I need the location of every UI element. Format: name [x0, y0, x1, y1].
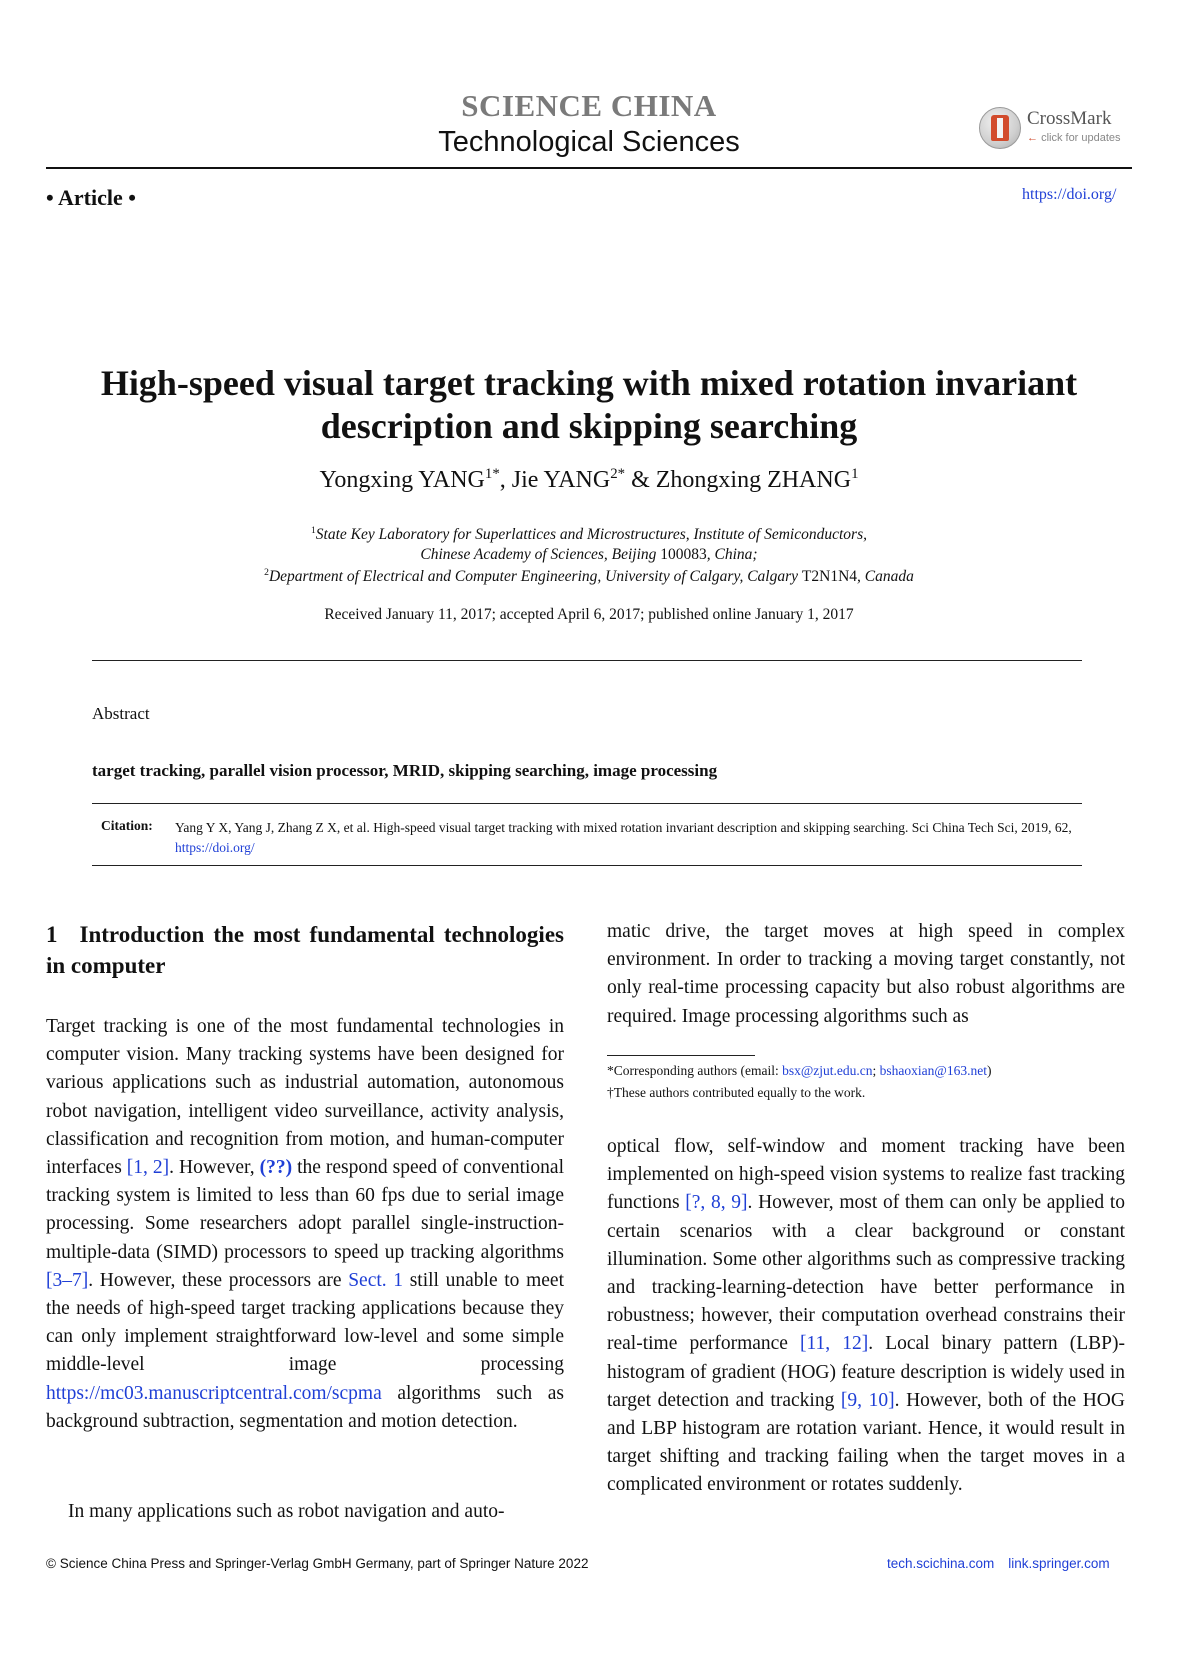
section-link[interactable]: Sect. 1: [348, 1269, 404, 1291]
author-name: Zhongxing ZHANG: [655, 467, 852, 493]
footnote-equal-contribution: †These authors contributed equally to the work.: [607, 1085, 866, 1100]
citation-body: Yang Y X, Yang J, Zhang Z X, et al. High-speed visual target tracking with mixed rotation invariant description and skipping searching. Sci China Tech Sci, 2019, 62,: [175, 820, 1072, 835]
crossmark-title: CrossMark: [1027, 108, 1112, 129]
author-name: Jie YANG: [511, 467, 611, 493]
journal-site-link[interactable]: tech.scichina.com: [887, 1556, 995, 1571]
body-paragraph: [607, 1133, 1125, 1500]
reference-link[interactable]: [1, 2]: [126, 1157, 170, 1179]
footnote-text: ;: [872, 1063, 880, 1078]
body-paragraph: matic drive, the target moves at high speed in complex environment. In order to tracking a moving target constantly, not only real-time processing capacity but also robust algorithms are required. Image processing algorithms such as: [607, 921, 1125, 1027]
email-link[interactable]: bsx@zjut.edu.cn: [782, 1063, 873, 1078]
keywords: target tracking, parallel vision processor, MRID, skipping searching, image processing: [92, 761, 718, 780]
paragraph-text: still unable to meet the needs of high-speed target tracking applications because they can only implement straightforward low-level and some simple middle-level image processing: [46, 1269, 564, 1376]
doi-link[interactable]: https://doi.org/: [1022, 186, 1117, 203]
author-affiliation-mark: 1*: [484, 466, 500, 482]
citation-label: Citation:: [101, 818, 153, 833]
affiliation-1-continued: [0, 546, 1178, 564]
reference-link[interactable]: [9, 10]: [840, 1389, 895, 1411]
author-separator: &: [625, 467, 656, 493]
journal-name: SCIENCE CHINA: [461, 88, 717, 123]
footnote-text: ): [986, 1063, 992, 1078]
affiliation-number: 2: [264, 567, 269, 578]
author-name: Yongxing YANG: [319, 467, 485, 493]
citation-doi-link[interactable]: https://doi.org/: [175, 840, 255, 855]
paragraph-text: . However,: [169, 1157, 260, 1179]
body-paragraph: In many applications such as robot navigation and auto-: [68, 1501, 505, 1522]
received-dates: Received January 11, 2017; accepted April 6, 2017; published online January 1, 2017: [324, 606, 854, 623]
postal-code: 100083: [660, 546, 707, 563]
footnote-divider: [607, 1055, 755, 1056]
paragraph-text: the respond speed of conventional tracking system is limited to less than 60 fps due to serial image processing. Some researchers adopt parallel single-instruction-multiple-data (SIMD) processors to speed up tracking algorithms: [46, 1157, 564, 1263]
affiliation-text: , China;: [706, 546, 758, 563]
reference-link[interactable]: [3–7]: [46, 1269, 89, 1291]
paragraph-text: Target tracking is one of the most fundamental technologies in computer vision. Many tracking systems have been designed for various applications such as industrial automation, autonomous robot navigation, intelligent video surveillance, activity analysis, classification and recognition from motion, and human-computer interfaces: [46, 1016, 564, 1179]
section-number: 1: [46, 922, 58, 947]
paragraph-text: . However, both of the HOG and LBP histogram are rotation variant. Hence, it would result in target shifting and tracking failing when the target moves in a complicated environment or rotates suddenly.: [607, 1389, 1125, 1496]
paragraph-text: algorithms such as background subtraction, segmentation and motion detection.: [46, 1382, 564, 1432]
author-separator: ,: [499, 467, 512, 493]
reference-link[interactable]: [11, 12]: [800, 1333, 869, 1355]
paragraph-text: optical flow, self-window and moment tracking have been implemented on high-speed vision systems to realize fast tracking functions: [607, 1136, 1125, 1214]
affiliation-2: [0, 567, 1178, 586]
header-rule: [46, 167, 1132, 169]
author-list: [0, 466, 1178, 494]
crossmark-badge[interactable]: [979, 107, 1129, 151]
affiliation-text: State Key Laboratory for Superlattices and Microstructures, Institute of Semiconductors,: [315, 526, 867, 544]
paragraph-text: . However, these processors are: [88, 1269, 349, 1291]
affiliation-text: Chinese Academy of Sciences, Beijing: [420, 546, 661, 563]
email-link[interactable]: bshaoxian@163.net: [879, 1063, 987, 1078]
article-type-tag: • Article •: [46, 185, 136, 210]
journal-subtitle: Technological Sciences: [438, 126, 740, 158]
paragraph-text: . Local binary pattern (LBP)-histogram of gradient (HOG) feature description is widely used in target detection and tracking: [607, 1333, 1125, 1411]
affiliation-1: [0, 525, 1178, 544]
citation-text: [175, 818, 1075, 858]
title-line-2: description and skipping searching: [320, 406, 858, 446]
affiliation-number: 1: [311, 525, 316, 536]
title-line-1: High-speed visual target tracking with mixed rotation invariant: [100, 363, 1078, 403]
url-link[interactable]: https://mc03.manuscriptcentral.com/scpma: [46, 1382, 382, 1404]
crossmark-icon: [979, 107, 1021, 149]
springer-link[interactable]: link.springer.com: [1008, 1556, 1110, 1571]
arrow-left-icon: ←: [1027, 132, 1038, 144]
footer-links: [887, 1556, 1110, 1571]
paper-title: [60, 362, 1118, 448]
section-title: Introduction the most fundamental technologies in computer: [46, 922, 564, 978]
copyright-notice: © Science China Press and Springer-Verlag GmbH Germany, part of Springer Nature 2022: [46, 1556, 589, 1571]
abstract-divider: [92, 660, 1082, 661]
abstract-label: Abstract: [92, 704, 150, 723]
citation-divider-top: [92, 803, 1082, 804]
citation-divider-bottom: [92, 865, 1082, 866]
affiliation-text: , Canada: [857, 568, 914, 586]
affiliation-text: Department of Electrical and Computer Engineering, University of Calgary, Calgary: [268, 568, 802, 586]
section-heading: [46, 919, 564, 981]
reference-link[interactable]: [?, 8, 9]: [685, 1192, 748, 1214]
footnote-corresponding: [607, 1063, 991, 1079]
body-paragraph: [46, 1013, 564, 1436]
author-affiliation-mark: 1: [851, 466, 859, 482]
crossmark-subtitle: [1027, 132, 1121, 144]
paragraph-text: . However, most of them can only be applied to certain scenarios with a clear background or constant illumination. Some other algorithms such as compressive tracking and tracking-learning-detection have better performance in robustness; however, their computation overhead constrains their real-time performance: [607, 1192, 1125, 1355]
footnote-text: *Corresponding authors (email:: [607, 1063, 783, 1078]
author-affiliation-mark: 2*: [610, 466, 626, 482]
reference-link[interactable]: (??): [259, 1157, 293, 1179]
crossmark-sub-text: click for updates: [1041, 132, 1121, 144]
postal-code: T2N1N4: [801, 568, 858, 586]
